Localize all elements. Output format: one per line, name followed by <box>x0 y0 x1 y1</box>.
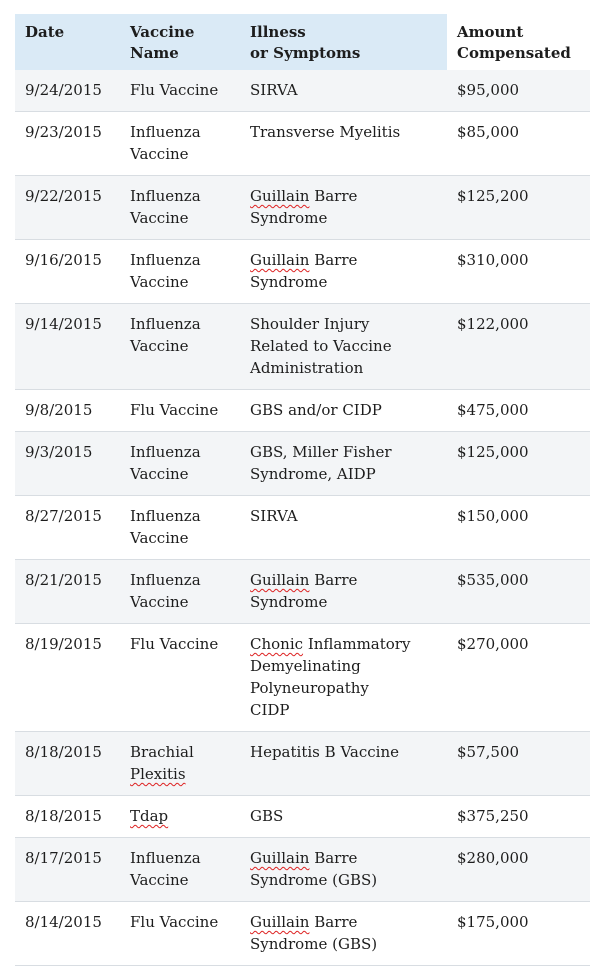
cell-amount: $150,000 <box>447 496 590 560</box>
table-row <box>15 176 590 240</box>
cell-amount: $270,000 <box>447 624 590 732</box>
cell-line: Syndrome <box>250 593 328 611</box>
cell-line: Syndrome <box>250 273 328 291</box>
cell-amount: $280,000 <box>447 838 590 902</box>
cell-vaccine-name <box>120 70 240 112</box>
table-row <box>15 70 590 112</box>
cell-illness <box>240 796 447 838</box>
cell-amount: $85,000 <box>447 112 590 176</box>
cell-date: 8/19/2015 <box>15 624 120 732</box>
cell-date: 9/14/2015 <box>15 304 120 390</box>
cell-line: Influenza <box>130 571 201 589</box>
cell-line: Shoulder Injury <box>250 315 370 333</box>
cell-line: Syndrome (GBS) <box>250 871 378 889</box>
cell-amount: $310,000 <box>447 240 590 304</box>
spellcheck-word: Guillain <box>250 571 310 589</box>
table-row <box>15 838 590 902</box>
cell-line: Name <box>130 44 179 62</box>
cell-line: Guillain Barre <box>250 187 358 205</box>
spellcheck-word: Tdap <box>130 807 169 825</box>
header-row <box>15 14 590 70</box>
cell-line: Guillain Barre <box>250 849 358 867</box>
cell-amount: $375,250 <box>447 796 590 838</box>
cell-date: 8/17/2015 <box>15 838 120 902</box>
cell-line: Influenza <box>130 187 201 205</box>
cell-date: 8/14/2015 <box>15 902 120 966</box>
spellcheck-word: Chonic <box>250 635 304 653</box>
cell-line: Influenza <box>130 123 201 141</box>
cell-line: Guillain Barre <box>250 913 358 931</box>
cell-line: Flu Vaccine <box>130 401 219 419</box>
cell-line: Vaccine <box>130 465 189 483</box>
cell-illness <box>240 496 447 560</box>
cell-line: Syndrome, AIDP <box>250 465 376 483</box>
cell-vaccine-name <box>120 304 240 390</box>
cell-vaccine-name <box>120 624 240 732</box>
cell-line: Vaccine <box>130 23 195 41</box>
cell-line: Administration <box>250 359 364 377</box>
cell-vaccine-name <box>120 902 240 966</box>
cell-illness <box>240 432 447 496</box>
cell-vaccine-name <box>120 838 240 902</box>
cell-date: 9/3/2015 <box>15 432 120 496</box>
cell-line <box>130 763 236 785</box>
cell-date: 8/27/2015 <box>15 496 120 560</box>
cell-amount: $57,500 <box>447 732 590 796</box>
cell-amount: $475,000 <box>447 390 590 432</box>
header-illness <box>240 14 447 70</box>
cell-vaccine-name <box>120 432 240 496</box>
cell-line: Vaccine <box>130 145 189 163</box>
cell-line: Transverse Myelitis <box>250 123 401 141</box>
cell-line: GBS and/or CIDP <box>250 401 382 419</box>
cell-line: Vaccine <box>130 209 189 227</box>
cell-line: Guillain Barre <box>250 251 358 269</box>
table-row <box>15 796 590 838</box>
cell-vaccine-name <box>120 496 240 560</box>
cell-line <box>130 805 236 827</box>
cell-date: 9/24/2015 <box>15 70 120 112</box>
cell-line: Illness <box>250 23 306 41</box>
cell-line: Flu Vaccine <box>130 913 219 931</box>
header-date <box>15 14 120 70</box>
cell-amount: $175,000 <box>447 902 590 966</box>
cell-amount: $535,000 <box>447 560 590 624</box>
cell-illness <box>240 838 447 902</box>
header-vaccine-name <box>120 14 240 70</box>
cell-line: GBS <box>250 807 284 825</box>
cell-illness <box>240 624 447 732</box>
cell-vaccine-name <box>120 112 240 176</box>
table-row <box>15 432 590 496</box>
cell-line: SIRVA <box>250 507 298 525</box>
cell-illness <box>240 176 447 240</box>
table-row <box>15 390 590 432</box>
header-amount <box>447 14 590 70</box>
cell-line: Flu Vaccine <box>130 635 219 653</box>
table-row <box>15 112 590 176</box>
cell-line: Compensated <box>457 44 571 62</box>
cell-vaccine-name <box>120 390 240 432</box>
cell-illness <box>240 304 447 390</box>
cell-line: Guillain Barre <box>250 571 358 589</box>
cell-vaccine-name <box>120 796 240 838</box>
cell-line: Amount <box>457 23 524 41</box>
spellcheck-word: Guillain <box>250 913 310 931</box>
cell-illness <box>240 240 447 304</box>
cell-line: Flu Vaccine <box>130 81 219 99</box>
cell-illness <box>240 70 447 112</box>
cell-illness <box>240 902 447 966</box>
cell-line: Vaccine <box>130 593 189 611</box>
spellcheck-word: Guillain <box>250 849 310 867</box>
cell-line: or Symptoms <box>250 44 361 62</box>
cell-line: Brachial <box>130 743 194 761</box>
table-row <box>15 732 590 796</box>
spellcheck-word: Guillain <box>250 251 310 269</box>
cell-line: Syndrome <box>250 209 328 227</box>
table-row <box>15 240 590 304</box>
table-row <box>15 560 590 624</box>
cell-line: Vaccine <box>130 273 189 291</box>
cell-line: Hepatitis B Vaccine <box>250 743 399 761</box>
cell-line: Syndrome (GBS) <box>250 935 378 953</box>
cell-line: Related to Vaccine <box>250 337 392 355</box>
table-body <box>15 70 590 966</box>
cell-line: Influenza <box>130 849 201 867</box>
cell-vaccine-name <box>120 560 240 624</box>
cell-line: Demyelinating <box>250 657 361 675</box>
cell-vaccine-name <box>120 176 240 240</box>
cell-line: Influenza <box>130 251 201 269</box>
cell-date: 9/16/2015 <box>15 240 120 304</box>
cell-illness <box>240 732 447 796</box>
cell-amount: $125,000 <box>447 432 590 496</box>
cell-line: Date <box>25 23 65 41</box>
cell-line: Chonic Inflammatory <box>250 635 411 653</box>
cell-illness <box>240 390 447 432</box>
cell-amount: $95,000 <box>447 70 590 112</box>
cell-date: 9/8/2015 <box>15 390 120 432</box>
cell-line: GBS, Miller Fisher <box>250 443 392 461</box>
cell-line: Vaccine <box>130 337 189 355</box>
table-row <box>15 624 590 732</box>
cell-vaccine-name <box>120 732 240 796</box>
cell-line: Vaccine <box>130 529 189 547</box>
table-header <box>15 14 590 70</box>
spellcheck-word: Guillain <box>250 187 310 205</box>
cell-date: 8/18/2015 <box>15 732 120 796</box>
cell-illness <box>240 560 447 624</box>
compensation-table <box>15 14 590 966</box>
cell-line: Vaccine <box>130 871 189 889</box>
cell-date: 8/21/2015 <box>15 560 120 624</box>
cell-line: Polyneuropathy <box>250 679 369 697</box>
spellcheck-word: Plexitis <box>130 765 186 783</box>
table-row <box>15 304 590 390</box>
cell-line: SIRVA <box>250 81 298 99</box>
cell-date: 9/23/2015 <box>15 112 120 176</box>
cell-vaccine-name <box>120 240 240 304</box>
cell-date: 8/18/2015 <box>15 796 120 838</box>
table-row <box>15 496 590 560</box>
cell-illness <box>240 112 447 176</box>
cell-line: Influenza <box>130 315 201 333</box>
cell-amount: $125,200 <box>447 176 590 240</box>
cell-line: CIDP <box>250 701 290 719</box>
cell-amount: $122,000 <box>447 304 590 390</box>
cell-line: Influenza <box>130 443 201 461</box>
cell-line: Influenza <box>130 507 201 525</box>
cell-date: 9/22/2015 <box>15 176 120 240</box>
table-row <box>15 902 590 966</box>
